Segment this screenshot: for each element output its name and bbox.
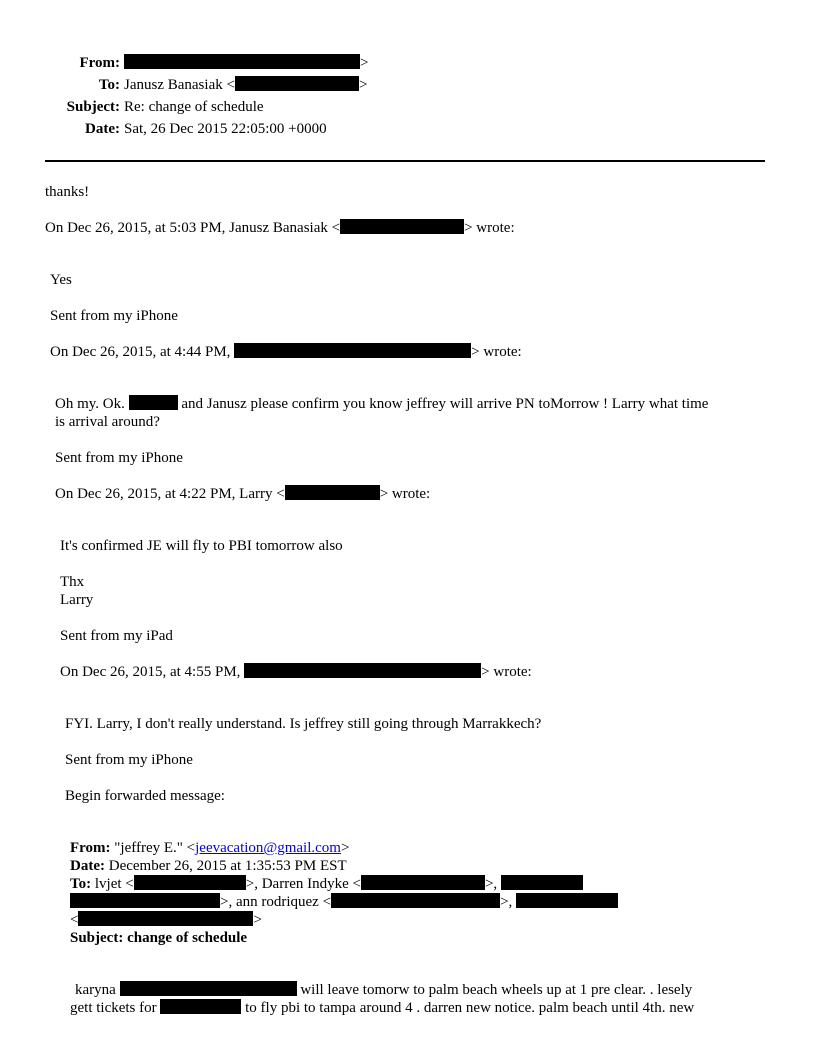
subject-label: Subject: (66, 99, 120, 115)
signature: Sent from my iPhone (55, 450, 183, 466)
forward-date: Date: December 26, 2015 at 1:35:53 PM EST (70, 858, 347, 874)
redaction-box (134, 875, 246, 890)
from-value: > (124, 54, 368, 72)
quote-2-text: Oh my. Ok. and Janusz please confirm you know jeffrey will arrive PN toMorrow ! Larry what time (55, 396, 709, 412)
quote-2-text-cont: is arrival around? (55, 414, 160, 430)
redaction-box (129, 395, 178, 410)
quote-1-text: Yes (50, 272, 72, 288)
quote-attribution-2: On Dec 26, 2015, at 4:44 PM, > wrote: (50, 344, 522, 360)
redaction-box (124, 54, 360, 69)
redaction-box (285, 485, 380, 500)
forward-to: To: lvjet < >, Darren Indyke < >, (70, 875, 583, 893)
redaction-box (160, 999, 241, 1014)
forward-body-line-2: gett tickets for to fly pbi to tampa around 4 . darren new notice. palm beach until 4th. new (70, 1000, 695, 1016)
quote-3-text: It's confirmed JE will fly to PBI tomorrow also (60, 538, 343, 554)
from-label: From: (79, 55, 120, 71)
subject-value: Re: change of schedule (124, 99, 264, 115)
redaction-box (361, 875, 485, 890)
redaction-box (516, 893, 618, 908)
date-value: Sat, 26 Dec 2015 22:05:00 +0000 (124, 121, 327, 137)
signature: Sent from my iPad (60, 628, 173, 644)
quote-attribution-4: On Dec 26, 2015, at 4:55 PM, > wrote: (60, 664, 532, 680)
redaction-box (120, 981, 297, 996)
redaction-box (340, 219, 464, 234)
reply-text: thanks! (45, 184, 90, 200)
redaction-box (501, 875, 583, 890)
redaction-box (235, 76, 359, 91)
date-label: Date: (85, 121, 120, 137)
signature: Sent from my iPhone (50, 308, 178, 324)
email-link[interactable]: jeevacation@gmail.com (195, 840, 341, 856)
forward-from: From: "jeffrey E." <jeevacation@gmail.com> (70, 840, 350, 856)
forward-to-cont: < > (70, 912, 262, 928)
quote-3-name: Larry (60, 592, 94, 608)
to-value: Janusz Banasiak < > (124, 77, 368, 93)
redaction-box (331, 893, 500, 908)
forward-to-cont: >, ann rodriquez < >, (70, 893, 618, 911)
signature: Sent from my iPhone (65, 752, 193, 768)
quote-attribution-3: On Dec 26, 2015, at 4:22 PM, Larry < > wrote: (55, 486, 431, 502)
redaction-box (78, 911, 253, 926)
forward-intro: Begin forwarded message: (65, 788, 225, 804)
redaction-box (70, 893, 220, 908)
forward-subject: Subject: change of schedule (70, 930, 248, 946)
header-divider (45, 160, 765, 162)
redaction-box (234, 343, 471, 358)
quote-3-thx: Thx (60, 574, 85, 590)
quote-4-text: FYI. Larry, I don't really understand. Is jeffrey still going through Marrakkech? (65, 716, 542, 732)
quote-attribution-1: On Dec 26, 2015, at 5:03 PM, Janusz Banasiak < > wrote: (45, 220, 515, 236)
redaction-box (244, 663, 481, 678)
forward-body-line-1: karyna will leave tomorw to palm beach wheels up at 1 pre clear. . lesely (75, 982, 693, 998)
to-label: To: (98, 77, 120, 93)
